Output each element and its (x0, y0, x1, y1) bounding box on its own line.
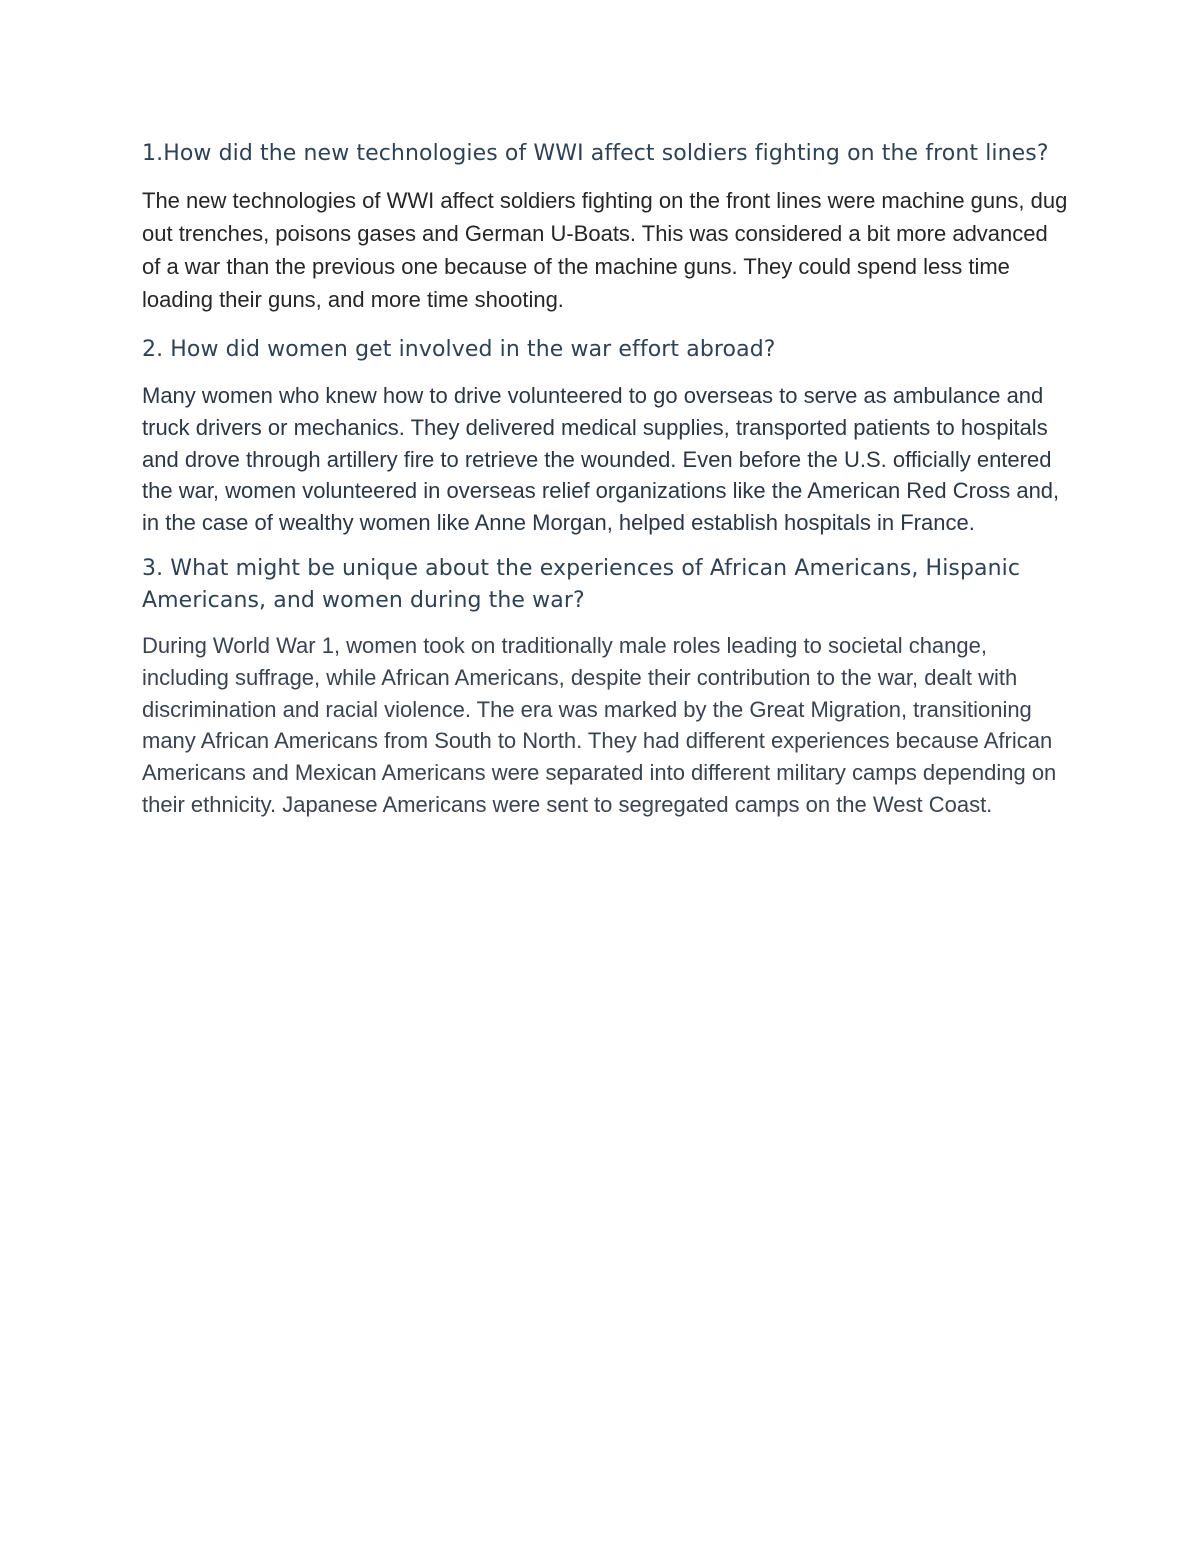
question-1-heading: 1.How did the new technologies of WWI affect soldiers fighting on the front lines? (142, 141, 1049, 166)
answer-2-paragraph: Many women who knew how to drive volunteered to go overseas to serve as ambulance and truck drivers or mechanics. They delivered medical supplies, transported patients to hospitals and drove through artillery fire to retrieve the wounded. Even before the U.S. officially entered the war, women volunteered in overseas relief organizations like the American Red Cross and, in the case of wealthy women like Anne Morgan, helped establish hospitals in France. (142, 383, 1060, 536)
question-2-heading: 2. How did women get involved in the war effort abroad? (142, 337, 776, 362)
question-3-heading: 3. What might be unique about the experiences of African Americans, Hispanic Americans, and women during the war? (142, 555, 1021, 613)
answer-1-paragraph: The new technologies of WWI affect soldiers fighting on the front lines were machine guns, dug out trenches, poisons gases and German U-Boats. This was considered a bit more advanced of a war than the previous one because of the machine guns. They could spend less time loading their guns, and more time shooting. (142, 188, 1068, 312)
answer-3-paragraph: During World War 1, women took on traditionally male roles leading to societal change, including suffrage, while African Americans, despite their contribution to the war, dealt with discrimination and racial violence. The era was marked by the Great Migration, transitioning many African Americans from South to North. They had different experiences because African Americans and Mexican Americans were separated into different military camps depending on their ethnicity. Japanese Americans were sent to segregated camps on the West Coast. (142, 632, 1057, 817)
document-body (142, 138, 1072, 821)
